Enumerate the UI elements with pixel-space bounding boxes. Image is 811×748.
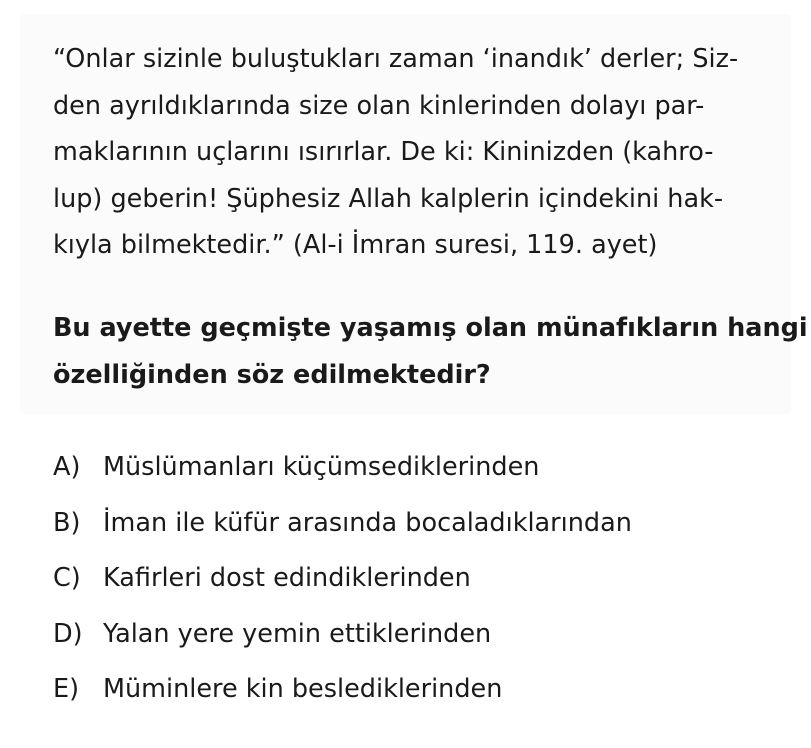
option-text: İman ile küfür arasında bocaladıklarından xyxy=(103,507,632,538)
option-letter: A) xyxy=(53,452,81,482)
question-stem xyxy=(53,305,808,398)
option-letter: D) xyxy=(53,618,83,649)
option-c[interactable] xyxy=(53,555,632,611)
passage-line: lup) geberin! Şüphesiz Allah kalplerin içindekini hak- xyxy=(53,183,724,214)
option-text: Yalan yere yemin ettiklerinden xyxy=(103,618,492,649)
option-letter: B) xyxy=(53,507,81,538)
option-text: Müminlere kin beslediklerinden xyxy=(103,674,503,704)
option-a[interactable] xyxy=(53,444,632,500)
question-line: özelliğinden söz edilmektedir? xyxy=(53,359,491,390)
passage-line: maklarının uçlarını ısırırlar. De ki: Kininizden (kahro- xyxy=(53,137,714,167)
passage-line: kıyla bilmektedir.” (Al-i İmran suresi, 119. ayet) xyxy=(53,230,658,260)
option-b[interactable] xyxy=(53,500,632,556)
option-d[interactable] xyxy=(53,611,632,667)
question-line: Bu ayette geçmişte yaşamış olan münafıkların hangi xyxy=(53,313,808,343)
option-e[interactable] xyxy=(53,666,632,722)
verse-passage xyxy=(53,36,743,269)
option-letter: C) xyxy=(53,563,81,593)
option-text: Kafirleri dost edindiklerinden xyxy=(103,563,471,593)
passage-line: den ayrıldıklarında size olan kinlerinden dolayı par- xyxy=(53,90,705,121)
answer-options xyxy=(53,444,632,722)
option-letter: E) xyxy=(53,674,80,704)
passage-line: “Onlar sizinle buluştukları zaman ‘inandık’ derler; Siz- xyxy=(53,44,739,74)
option-text: Müslümanları küçümsediklerinden xyxy=(103,452,540,482)
